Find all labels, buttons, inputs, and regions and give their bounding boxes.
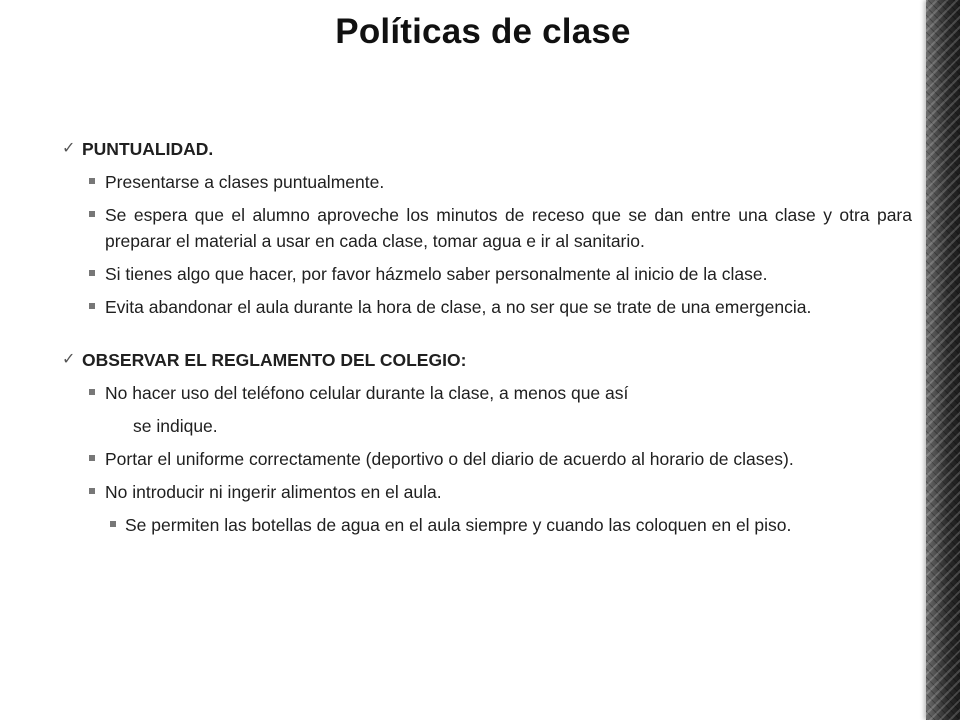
- check-icon: ✓: [62, 140, 76, 157]
- list-item-text: No introducir ni ingerir alimentos en el aula.: [105, 482, 442, 502]
- list-item: [62, 261, 912, 287]
- section-heading-puntualidad: [62, 136, 912, 162]
- list-item-text: Se espera que el alumno aproveche los minutos de receso que se dan entre una clase y otra para preparar el material a usar en cada clase, tomar agua e ir al sanitario.: [105, 205, 912, 251]
- square-bullet-icon: [89, 303, 95, 309]
- sub-list-item: [62, 512, 912, 538]
- slide-content: [62, 136, 912, 545]
- square-bullet-icon: [110, 521, 116, 527]
- list-item-continuation: se indique.: [133, 416, 218, 436]
- section-gap: [62, 327, 912, 347]
- sub-list-item-text: Se permiten las botellas de agua en el aula siempre y cuando las coloquen en el piso.: [125, 515, 792, 535]
- check-icon: ✓: [62, 351, 76, 368]
- section-heading-reglamento: [62, 347, 912, 373]
- square-bullet-icon: [89, 270, 95, 276]
- list-item-text: Portar el uniforme correctamente (deportivo o del diario de acuerdo al horario de clases).: [105, 449, 794, 469]
- list-item: [62, 479, 912, 505]
- list-item-text: Presentarse a clases puntualmente.: [105, 172, 385, 192]
- square-bullet-icon: [89, 211, 95, 217]
- list-item: [62, 169, 912, 195]
- list-item-text: No hacer uso del teléfono celular durante la clase, a menos que así: [105, 383, 629, 403]
- side-texture-strip: [926, 0, 960, 720]
- list-item-text: Si tienes algo que hacer, por favor házmelo saber personalmente al inicio de la clase.: [105, 264, 768, 284]
- list-item: [62, 202, 912, 254]
- list-item: [62, 380, 912, 406]
- section-heading-text: OBSERVAR EL REGLAMENTO DEL COLEGIO:: [82, 350, 467, 370]
- square-bullet-icon: [89, 178, 95, 184]
- square-bullet-icon: [89, 389, 95, 395]
- section-heading-text: PUNTUALIDAD.: [82, 139, 214, 159]
- list-item-text: Evita abandonar el aula durante la hora de clase, a no ser que se trate de una emergencia.: [105, 297, 812, 317]
- square-bullet-icon: [89, 488, 95, 494]
- list-item: [62, 294, 912, 320]
- list-item: [62, 446, 912, 472]
- slide-title: Políticas de clase: [335, 12, 631, 51]
- square-bullet-icon: [89, 455, 95, 461]
